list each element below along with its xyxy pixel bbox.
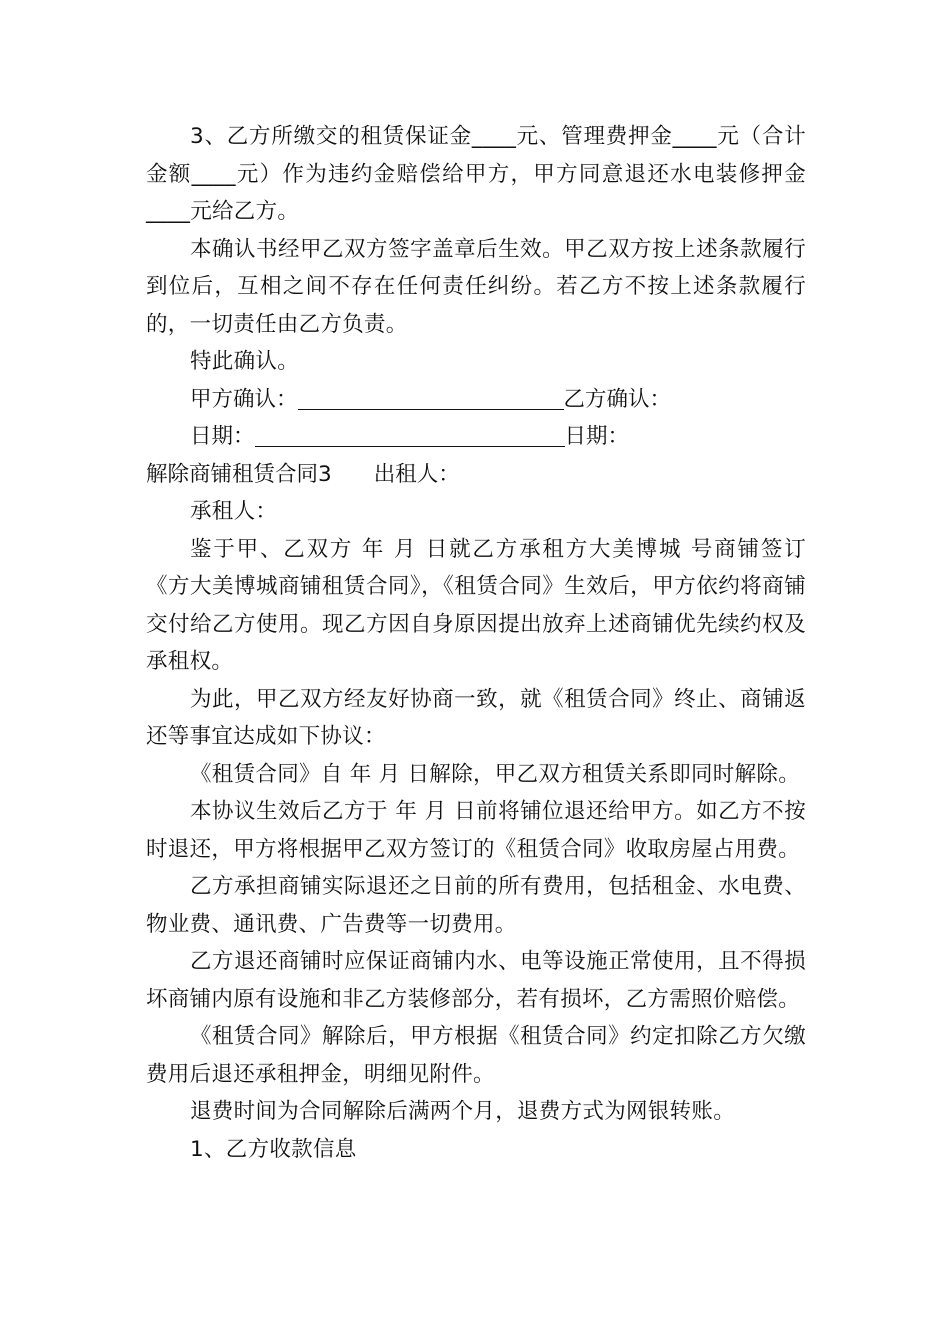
clause-3-paragraph: 3、乙方所缴交的租赁保证金____元、管理费押金____元（合计金额____元）作为违约金赔偿给甲方，甲方同意退还水电装修押金____元给乙方。 bbox=[146, 124, 806, 224]
refund-paragraph: 退费时间为合同解除后满两个月，退费方式为网银转账。 bbox=[190, 1099, 736, 1124]
lessor-label: 出租人： bbox=[373, 461, 460, 487]
date-label-b: 日期： bbox=[564, 424, 630, 449]
date-label-a: 日期： bbox=[190, 424, 255, 449]
party-a-signature-line bbox=[298, 385, 564, 410]
lessee-label: 承租人： bbox=[190, 499, 278, 524]
date-line bbox=[255, 422, 565, 447]
contract-title: 解除商铺租赁合同3 bbox=[146, 461, 332, 487]
party-a-confirm-label: 甲方确认： bbox=[190, 386, 298, 412]
termination-paragraph: 《租赁合同》自 年 月 日解除，甲乙双方租赁关系即同时解除。 bbox=[190, 761, 801, 787]
whereas-paragraph: 鉴于甲、乙双方 年 月 日就乙方承租方大美博城 号商铺签订《方大美博城商铺租赁合同》，《租赁合同》生效后，甲方依约将商铺交付给乙方使用。现乙方因自身原因提出放弃上述商铺优先续约权及承租权。 bbox=[146, 536, 806, 674]
payment-info-item: 1、乙方收款信息 bbox=[190, 1136, 357, 1162]
confirm-signature-row bbox=[146, 381, 806, 419]
return-paragraph: 本协议生效后乙方于 年 月 日前将铺位退还给甲方。如乙方不按时退还，甲方将根据甲乙双方签订的《租赁合同》收取房屋占用费。 bbox=[146, 799, 806, 862]
document-page bbox=[146, 118, 806, 1168]
fees-paragraph: 乙方承担商铺实际退还之日前的所有费用，包括租金、水电费、物业费、通讯费、广告费等一切费用。 bbox=[146, 874, 806, 937]
hereby-confirm: 特此确认。 bbox=[190, 349, 300, 374]
party-b-confirm-label: 乙方确认： bbox=[563, 386, 672, 412]
facilities-paragraph: 乙方退还商铺时应保证商铺内水、电等设施正常使用，且不得损坏商铺内原有设施和非乙方装修部分，若有损坏，乙方需照价赔偿。 bbox=[146, 949, 806, 1012]
therefore-paragraph: 为此，甲乙双方经友好协商一致，就《租赁合同》终止、商铺返还等事宜达成如下协议： bbox=[146, 686, 806, 749]
date-signature-row bbox=[146, 418, 806, 456]
contract-heading-row bbox=[146, 456, 806, 494]
deposit-paragraph: 《租赁合同》解除后，甲方根据《租赁合同》约定扣除乙方欠缴费用后退还承租押金，明细见附件。 bbox=[146, 1024, 806, 1087]
effective-paragraph: 本确认书经甲乙双方签字盖章后生效。甲乙双方按上述条款履行到位后，互相之间不存在任何责任纠纷。若乙方不按上述条款履行的，一切责任由乙方负责。 bbox=[146, 236, 806, 337]
